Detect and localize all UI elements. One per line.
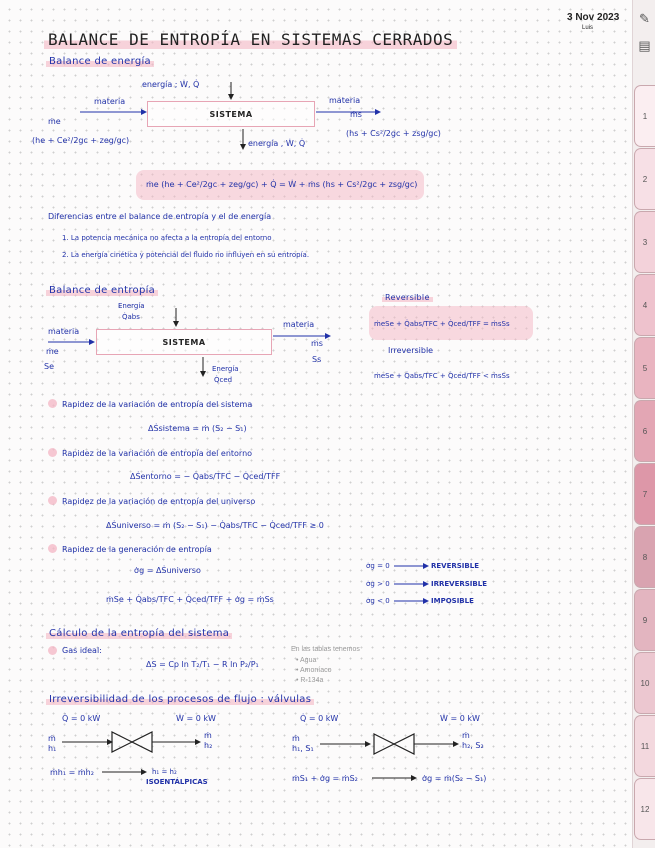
energy-equation: ṁe (he + Ce²/2gc + zeg/gc) + Q̇ = Ẇ + ṁs (hs + Cs²/2gc + zsg/gc) xyxy=(146,180,418,189)
left-m-in: ṁ xyxy=(48,734,56,743)
energy-m-out: ṁs xyxy=(350,110,362,119)
rate-label-1: Rapidez de la variación de entropía del sistema xyxy=(62,400,253,409)
rate-eq-3: ΔṠuniverso = ṁ (S₂ − S₁) − Q̇abs/TFC − Q̇ced/TFF ≥ 0 xyxy=(106,521,324,530)
entropy-formula: ΔS = Cp ln T₂/T₁ − R ln P₂/P₁ xyxy=(146,660,259,669)
entropy-m-out: ṁs xyxy=(311,339,323,348)
right-w: Ẇ = 0 kW xyxy=(440,714,480,723)
section-tab-label: 10 xyxy=(640,678,650,688)
reversible-equation: ṁeSe + Q̇abs/TFC + Q̇ced/TFF = ṁsSs xyxy=(374,320,510,328)
right-result: σ̇g = ṁ(S₂ − S₁) xyxy=(422,774,487,783)
case-result-2: IRREVERSIBLE xyxy=(431,580,487,588)
section-tab-3[interactable] xyxy=(634,211,655,273)
table-item-2: • Amoníaco xyxy=(296,667,332,674)
section-tab-9[interactable] xyxy=(634,589,655,651)
case-result-1: REVERSIBLE xyxy=(431,562,479,570)
entropy-s-out: Ss xyxy=(312,355,322,364)
section-tab-11[interactable] xyxy=(634,715,655,777)
energy-materia-out: materia xyxy=(329,96,361,105)
section-tab-label: 1 xyxy=(642,111,648,121)
table-item-1: • Agua xyxy=(296,657,317,664)
entropy-balance-heading: Balance de entropía xyxy=(46,285,158,296)
energy-top-label: energía ; Ẇ, Q̇ xyxy=(142,80,200,89)
irreversible-title: Irreversible xyxy=(388,346,434,355)
energy-balance-heading: Balance de energía xyxy=(46,56,154,67)
tables-note: En las tablas tenemos xyxy=(291,646,360,653)
entropy-materia-out: materia xyxy=(283,320,315,329)
right-s-in: h₁, S₁ xyxy=(292,744,314,753)
section-tab-label: 7 xyxy=(642,489,648,499)
entropy-system-box: SISTEMA xyxy=(96,329,272,355)
section-tab-strip xyxy=(632,0,655,848)
energy-m-in: ṁe xyxy=(48,117,61,126)
section-tab-label: 9 xyxy=(642,615,648,625)
section-tab-5[interactable] xyxy=(634,337,655,399)
section-tab-label: 4 xyxy=(642,300,648,310)
section-tab-label: 12 xyxy=(640,804,650,814)
energy-materia-in: materia xyxy=(94,97,126,106)
right-m-out: ṁ xyxy=(462,731,470,740)
left-result: h₁ = h₂ xyxy=(152,768,177,776)
case-cond-1: σ̇g = 0 xyxy=(366,562,390,570)
section-tab-label: 6 xyxy=(642,426,648,436)
differences-heading: Diferencias entre el balance de entropía y el de energía xyxy=(48,212,272,221)
table-item-3: • R-134a xyxy=(296,677,324,684)
section-tab-4[interactable] xyxy=(634,274,655,336)
entropy-top-label-1: Energía xyxy=(118,302,145,310)
section-tab-7[interactable] xyxy=(634,463,655,525)
rate-eq-1: ΔṠsistema = ṁ (S₂ − S₁) xyxy=(148,424,247,433)
rate-eq-2: ΔṠentorno = − Q̇abs/TFC − Q̇ced/TFF xyxy=(130,472,281,481)
entropy-m-in: ṁe xyxy=(46,347,59,356)
section-tab-label: 8 xyxy=(642,552,648,562)
rate-label-3: Rapidez de la variación de entropía del universo xyxy=(62,497,256,506)
difference-item-2: 2. La energía cinética y potencial del fluido no influyen en su entropía. xyxy=(62,251,310,259)
section-tab-label: 2 xyxy=(642,174,648,184)
rate-label-4: Rapidez de la generación de entropía xyxy=(62,545,212,554)
left-m-out: ṁ xyxy=(204,731,212,740)
notebook-icon[interactable]: ▤ xyxy=(638,38,651,53)
section-tab-1[interactable] xyxy=(634,85,655,147)
section-tab-label: 11 xyxy=(640,741,650,751)
irreversible-equation: ṁeSe + Q̇abs/TFC + Q̇ced/TFF < ṁsSs xyxy=(374,372,510,380)
left-h-in: h₁ xyxy=(48,744,57,753)
entropy-top-label-2: Q̇abs xyxy=(122,313,140,321)
entropy-bottom-label-2: Q̇ced xyxy=(214,376,233,384)
right-eq: ṁS₁ + σ̇g = ṁS₂ xyxy=(292,774,358,783)
case-cond-3: σ̇g < 0 xyxy=(366,597,390,605)
left-eq: ṁh₁ = ṁh₂ xyxy=(50,768,94,777)
section-tab-label: 3 xyxy=(642,237,648,247)
page-date: 3 Nov 2023 xyxy=(567,12,620,23)
section-tab-6[interactable] xyxy=(634,400,655,462)
section-tab-10[interactable] xyxy=(634,652,655,714)
section-tab-12[interactable] xyxy=(634,778,655,840)
case-result-3: IMPOSIBLE xyxy=(431,597,474,605)
energy-out-terms: (hs + Cs²/2gc + zsg/gc) xyxy=(346,129,441,138)
entropy-s-in: Se xyxy=(44,362,54,371)
left-valve-symbol xyxy=(112,732,152,752)
calc-heading: Cálculo de la entropía del sistema xyxy=(46,628,232,639)
entropy-materia-in: materia xyxy=(48,327,80,336)
left-note: ISOENTÁLPICAS xyxy=(146,778,208,786)
left-w: Ẇ = 0 kW xyxy=(176,714,216,723)
right-s-out: h₂, S₂ xyxy=(462,741,484,750)
difference-item-1: 1. La potencia mecánica no afecta a la entropía del entorno xyxy=(62,234,272,242)
left-q: Q̇ = 0 kW xyxy=(62,714,101,723)
section-tab-8[interactable] xyxy=(634,526,655,588)
page-author: Luis xyxy=(582,25,594,31)
valves-heading: Irreversibilidad de los procesos de flujo : válvulas xyxy=(46,694,314,705)
ideal-gas-label: Gas ideal: xyxy=(62,646,102,655)
section-tab-2[interactable] xyxy=(634,148,655,210)
rate-label-2: Rapidez de la variación de entropía del entorno xyxy=(62,449,253,458)
energy-system-box: SISTEMA xyxy=(147,101,315,127)
generation-equation: ṁSe + Q̇abs/TFC + Q̇ced/TFF + σ̇g = ṁSs xyxy=(106,595,274,604)
reversible-title: Reversible xyxy=(382,293,433,302)
page-title: BALANCE DE ENTROPÍA EN SISTEMAS CERRADOS xyxy=(44,30,457,49)
right-valve-symbol xyxy=(374,734,414,754)
rate-eq-4: σ̇g = ΔṠuniverso xyxy=(134,566,201,575)
section-tab-label: 5 xyxy=(642,363,648,373)
entropy-bottom-label-1: Energía xyxy=(212,365,239,373)
pen-icon[interactable]: ✎ xyxy=(639,11,650,26)
left-h-out: h₂ xyxy=(204,741,213,750)
energy-bottom-label: energía , Ẇ, Q̇ xyxy=(248,139,306,148)
right-q: Q̇ = 0 kW xyxy=(300,714,339,723)
right-m-in: ṁ xyxy=(292,734,300,743)
energy-in-terms: (he + Ce²/2gc + zeg/gc) xyxy=(32,136,130,145)
case-cond-2: σ̇g > 0 xyxy=(366,580,390,588)
